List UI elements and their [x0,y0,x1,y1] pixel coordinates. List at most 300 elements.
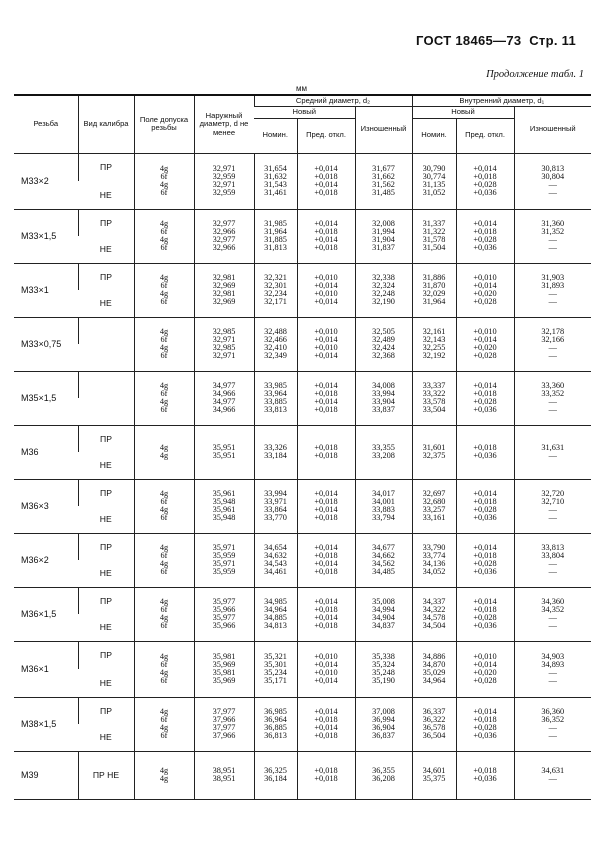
cell-value: 4g [159,559,169,568]
cell-value: +0,020 [473,343,497,352]
continuation-note: Продолжение табл. 1 [486,69,584,80]
cell-value: +0,014 [314,235,338,244]
cell-value: 4g [159,180,169,189]
col-d1w-cell [514,479,591,533]
cell-value: 35,321 [264,652,287,661]
col-d1d-cell [456,533,514,587]
gauge-type-cell: ПР [78,209,134,236]
col-d1n-cell [412,587,456,641]
cell-value: 36,578 [422,723,446,732]
col-d1w-cell [514,263,591,317]
cell-value: 32,410 [264,343,287,352]
cell-value: +0,036 [473,451,497,460]
col-d1d-cell [456,317,514,371]
cell-value: 4g [159,164,169,173]
cell-value: 36,322 [422,715,446,724]
cell-value: 33,790 [422,543,446,552]
thread-cell: M33×1,5 [14,209,78,263]
col-d1d-cell [456,371,514,425]
cell-value: 31,632 [264,172,287,181]
cell-value: +0,018 [314,188,338,197]
col-d1d-cell [456,209,514,263]
col-tol-cell [134,263,194,317]
col-mean-diameter: Средний диаметр, d₂ [254,95,412,106]
cell-value: 32,190 [372,297,395,306]
cell-value: 35,324 [372,660,395,669]
cell-value: 34,985 [264,597,287,606]
col-d2n-cell [254,533,297,587]
cell-value: 35,977 [212,613,236,622]
cell-value: 35,301 [264,660,287,669]
col-tolerance-field: Поле допуска резьбы [134,95,194,153]
col-d2w-cell [355,209,412,263]
cell-value: 32,338 [372,273,395,282]
cell-value: 32,680 [422,497,446,506]
gauge-type-cell: НЕ [99,568,112,579]
col-mean-deviation: Пред. откл. [297,118,355,153]
cell-value: 33,883 [372,505,395,514]
cell-value: 31,504 [422,243,446,252]
cell-value: +0,018 [473,443,497,452]
cell-value: 31,461 [264,188,287,197]
cell-value: 4g [159,489,169,498]
thread-cell: M39 [14,751,78,799]
cell-value: 35,234 [264,668,287,677]
cell-value: 35,375 [422,774,446,783]
thread-cell: M35×1,5 [14,371,78,425]
cell-value: 34,903 [541,652,565,661]
cell-value: +0,018 [314,405,338,414]
col-tol-cell [134,209,194,263]
cell-value: +0,028 [473,351,497,360]
col-d-cell [194,641,254,697]
thread-cell: M36×1,5 [14,587,78,641]
cell-value: 33,326 [264,443,287,452]
cell-value: 31,337 [422,219,446,228]
cell-value: 34,964 [422,676,446,685]
col-d2d-cell [297,479,355,533]
cell-value: 35,951 [212,443,236,452]
cell-value: +0,018 [473,497,497,506]
cell-value: 32,375 [422,451,446,460]
col-tol-cell [134,425,194,479]
cell-value: 35,959 [212,567,236,576]
cell-value: 37,966 [212,731,236,740]
cell-value: +0,018 [473,605,497,614]
col-d2w-cell [355,751,412,799]
table-row [14,371,591,398]
cell-value: 32,248 [372,289,395,298]
cell-value: 34,578 [422,613,446,622]
cell-value: 36,360 [541,707,565,716]
cell-value: 35,008 [372,597,395,606]
col-d2w-cell [355,263,412,317]
cell-value: +0,028 [473,613,497,622]
col-d2d-cell [297,209,355,263]
cell-value: 4g [159,451,169,460]
cell-value: +0,010 [314,652,338,661]
cell-value: 31,964 [264,227,287,236]
col-inner-diameter: Внутренний диаметр, d₁ [412,95,591,106]
cell-value: 4g [159,219,169,228]
gauge-type-cell: НЕ [99,298,112,309]
cell-value: +0,014 [473,543,497,552]
cell-value: 36,337 [422,707,446,716]
cell-value: 32,981 [212,289,236,298]
cell-value: +0,018 [314,731,338,740]
cell-value: 4g [159,543,169,552]
cell-value: 34,977 [212,397,236,406]
cell-value: +0,014 [473,381,497,390]
cell-value: 4g [159,443,169,452]
cell-value: — [548,723,557,732]
cell-value: 4g [159,668,169,677]
cell-value: +0,028 [473,397,497,406]
cell-value: 32,505 [372,327,395,336]
cell-value: 35,959 [212,551,236,560]
cell-value: 36,813 [264,731,287,740]
thread-cell: M33×0,75 [14,317,78,371]
cell-value: +0,014 [314,559,338,568]
cell-value: 32,178 [541,327,565,336]
cell-value: 34,813 [264,621,287,630]
col-d2n-cell [254,263,297,317]
cell-value: +0,036 [473,774,497,783]
cell-value: +0,014 [314,164,338,173]
cell-value: — [548,297,557,306]
cell-value: 34,001 [372,497,395,506]
cell-value: 32,971 [212,351,236,360]
cell-value: 6f [160,335,168,344]
cell-value: 31,485 [372,188,395,197]
col-d2n-cell [254,751,297,799]
cell-value: 6f [160,660,168,669]
col-d2n-cell [254,697,297,751]
cell-value: — [548,235,557,244]
cell-value: 31,964 [422,297,446,306]
cell-value: +0,010 [314,289,338,298]
cell-value: 34,485 [372,567,395,576]
col-d1n-cell [412,317,456,371]
cell-value: 30,774 [422,172,446,181]
col-outer-diameter: Наружный диаметр, d не менее [194,95,254,153]
gauge-type-cell: ПР [78,479,134,506]
cell-value: 32,488 [264,327,287,336]
cell-value: 32,720 [541,489,565,498]
cell-value: 35,951 [212,451,236,460]
cell-value: 31,052 [422,188,446,197]
col-d2n-cell [254,209,297,263]
cell-value: 4g [159,397,169,406]
cell-value: 6f [160,405,168,414]
cell-value: +0,036 [473,621,497,630]
cell-value: — [548,676,557,685]
cell-value: 37,008 [372,707,395,716]
table-row [14,317,591,344]
col-d1d-cell [456,641,514,697]
cell-value: 35,248 [372,668,395,677]
cell-value: +0,014 [314,397,338,406]
cell-value: +0,018 [314,551,338,560]
cell-value: 37,966 [212,715,236,724]
cell-value: +0,010 [473,273,497,282]
col-d2n-cell [254,425,297,479]
col-d-cell [194,371,254,425]
col-d-cell [194,425,254,479]
cell-value: — [548,505,557,514]
gauge-type-cell: НЕ [99,460,112,471]
cell-value: 34,964 [264,605,287,614]
cell-value: 34,886 [422,652,446,661]
cell-value: +0,010 [314,327,338,336]
gauge-type-cell: ПР [78,153,134,181]
cell-value: 34,885 [264,613,287,622]
col-d2n-cell [254,371,297,425]
cell-value: +0,014 [314,543,338,552]
cell-value: +0,014 [314,676,338,685]
cell-value: 35,981 [212,668,236,677]
cell-value: 34,504 [422,621,446,630]
cell-value: — [548,243,557,252]
cell-value: 33,864 [264,505,287,514]
cell-value: +0,014 [314,707,338,716]
cell-value: 35,969 [212,660,236,669]
cell-value: 34,870 [422,660,446,669]
cell-value: 32,985 [212,327,236,336]
cell-value: 32,959 [212,172,236,181]
cell-value: +0,018 [314,451,338,460]
cell-value: +0,014 [473,164,497,173]
cell-value: 35,961 [212,505,236,514]
cell-value: 4g [159,707,169,716]
cell-value: 32,368 [372,351,395,360]
cell-value: 4g [159,652,169,661]
cell-value: 32,192 [422,351,446,360]
thread-cell: M33×2 [14,153,78,209]
cell-value: +0,014 [473,335,497,344]
col-mean-new: Новый [254,106,355,118]
col-d2n-cell [254,317,297,371]
cell-value: 36,837 [372,731,395,740]
col-d1w-cell [514,425,591,479]
cell-value: 32,321 [264,273,287,282]
col-d2w-cell [355,371,412,425]
cell-value: 33,504 [422,405,446,414]
col-d2n-cell [254,641,297,697]
cell-value: 6f [160,621,168,630]
col-d2w-cell [355,697,412,751]
col-d2w-cell [355,641,412,697]
cell-value: +0,014 [314,613,338,622]
cell-value: 33,337 [422,381,446,390]
cell-value: 34,966 [212,389,236,398]
col-d1n-cell [412,751,456,799]
cell-value: — [548,188,557,197]
cell-value: +0,014 [314,381,338,390]
cell-value: +0,020 [473,289,497,298]
cell-value: 6f [160,676,168,685]
cell-value: 32,977 [212,235,236,244]
gauge-type-cell [78,344,134,371]
col-tol-cell [134,751,194,799]
cell-value: 30,790 [422,164,446,173]
cell-value: +0,010 [314,668,338,677]
col-tol-cell [134,317,194,371]
cell-value: 34,601 [422,766,446,775]
cell-value: 32,008 [372,219,395,228]
cell-value: — [548,621,557,630]
cell-value: 4g [159,381,169,390]
cell-value: 32,349 [264,351,287,360]
cell-value: 34,654 [264,543,287,552]
cell-value: 31,885 [264,235,287,244]
cell-value: +0,014 [314,219,338,228]
cell-value: +0,018 [314,766,338,775]
cell-value: +0,014 [314,723,338,732]
cell-value: 33,257 [422,505,446,514]
cell-value: +0,018 [473,389,497,398]
cell-value: +0,014 [314,335,338,344]
cell-value: 32,143 [422,335,446,344]
col-tol-cell [134,479,194,533]
col-d2d-cell [297,587,355,641]
cell-value: — [548,351,557,360]
thread-cell: M36×1 [14,641,78,697]
cell-value: +0,018 [314,227,338,236]
gauge-type-cell [78,371,134,398]
col-inner-nominal: Номин. [412,118,456,153]
cell-value: 36,904 [372,723,395,732]
cell-value: 34,904 [372,613,395,622]
cell-value: 6f [160,188,168,197]
cell-value: — [548,613,557,622]
cell-value: 32,971 [212,335,236,344]
cell-value: 34,008 [372,381,395,390]
cell-value: 38,951 [212,774,236,783]
cell-value: 6f [160,351,168,360]
col-d-cell [194,153,254,209]
col-d2d-cell [297,317,355,371]
cell-value: 35,171 [264,676,287,685]
col-d1n-cell [412,697,456,751]
cell-value: +0,014 [473,489,497,498]
cell-value: 34,337 [422,597,446,606]
cell-value: +0,018 [473,227,497,236]
cell-value: 36,208 [372,774,395,783]
cell-value: +0,014 [473,660,497,669]
cell-value: 31,562 [372,180,395,189]
cell-value: — [548,405,557,414]
gauge-type-cell: ПР [78,641,134,669]
cell-value: 32,981 [212,273,236,282]
gauge-type-cell: ПР НЕ [78,751,134,799]
cell-value: 32,424 [372,343,395,352]
thread-cell: M36 [14,425,78,479]
cell-value: 6f [160,297,168,306]
cell-value: 34,136 [422,559,446,568]
cell-value: 32,966 [212,227,236,236]
cell-value: +0,028 [473,235,497,244]
col-d1n-cell [412,371,456,425]
cell-value: 33,885 [264,397,287,406]
col-d1n-cell [412,533,456,587]
col-d1w-cell [514,587,591,641]
cell-value: 33,322 [422,389,446,398]
cell-value: 6f [160,715,168,724]
col-mean-worn: Изношенный [355,106,412,153]
cell-value: 32,966 [212,243,236,252]
cell-value: +0,014 [314,597,338,606]
col-d2n-cell [254,479,297,533]
cell-value: 31,654 [264,164,287,173]
cell-value: 33,360 [541,381,565,390]
cell-value: +0,028 [473,297,497,306]
cell-value: +0,018 [314,443,338,452]
thread-cell: M36×3 [14,479,78,533]
cell-value: +0,018 [314,497,338,506]
cell-value: 32,324 [372,281,395,290]
cell-value: 35,029 [422,668,446,677]
cell-value: 36,885 [264,723,287,732]
cell-value: +0,014 [473,219,497,228]
cell-value: — [548,451,557,460]
cell-value: — [548,289,557,298]
col-d1n-cell [412,153,456,209]
col-tol-cell [134,371,194,425]
col-d2d-cell [297,751,355,799]
thread-cell: M38×1,5 [14,697,78,751]
cell-value: 30,804 [541,172,565,181]
cell-value: — [548,513,557,522]
cell-value: 33,161 [422,513,446,522]
col-d1w-cell [514,533,591,587]
cell-value: 36,994 [372,715,395,724]
cell-value: +0,036 [473,567,497,576]
col-d1w-cell [514,209,591,263]
cell-value: 32,166 [541,335,565,344]
cell-value: 6f [160,731,168,740]
cell-value: 36,504 [422,731,446,740]
cell-value: 30,813 [541,164,565,173]
col-d1w-cell [514,697,591,751]
cell-value: 33,770 [264,513,287,522]
cell-value: — [548,180,557,189]
col-d2w-cell [355,533,412,587]
col-d-cell [194,587,254,641]
cell-value: +0,018 [314,621,338,630]
cell-value: 36,325 [264,766,287,775]
cell-value: 36,964 [264,715,287,724]
cell-value: 4g [159,597,169,606]
cell-value: 38,951 [212,766,236,775]
cell-value: 34,360 [541,597,565,606]
cell-value: 34,677 [372,543,395,552]
cell-value: +0,018 [473,766,497,775]
cell-value: +0,014 [314,297,338,306]
cell-value: 35,948 [212,513,236,522]
gauge-type-cell: ПР [78,263,134,290]
cell-value: +0,014 [314,180,338,189]
cell-value: 31,631 [541,443,565,452]
cell-value: +0,036 [473,513,497,522]
col-d1n-cell [412,425,456,479]
col-d2d-cell [297,641,355,697]
col-d-cell [194,479,254,533]
cell-value: 6f [160,172,168,181]
cell-value: 36,184 [264,774,287,783]
cell-value: 35,969 [212,676,236,685]
cell-value: 31,543 [264,180,287,189]
